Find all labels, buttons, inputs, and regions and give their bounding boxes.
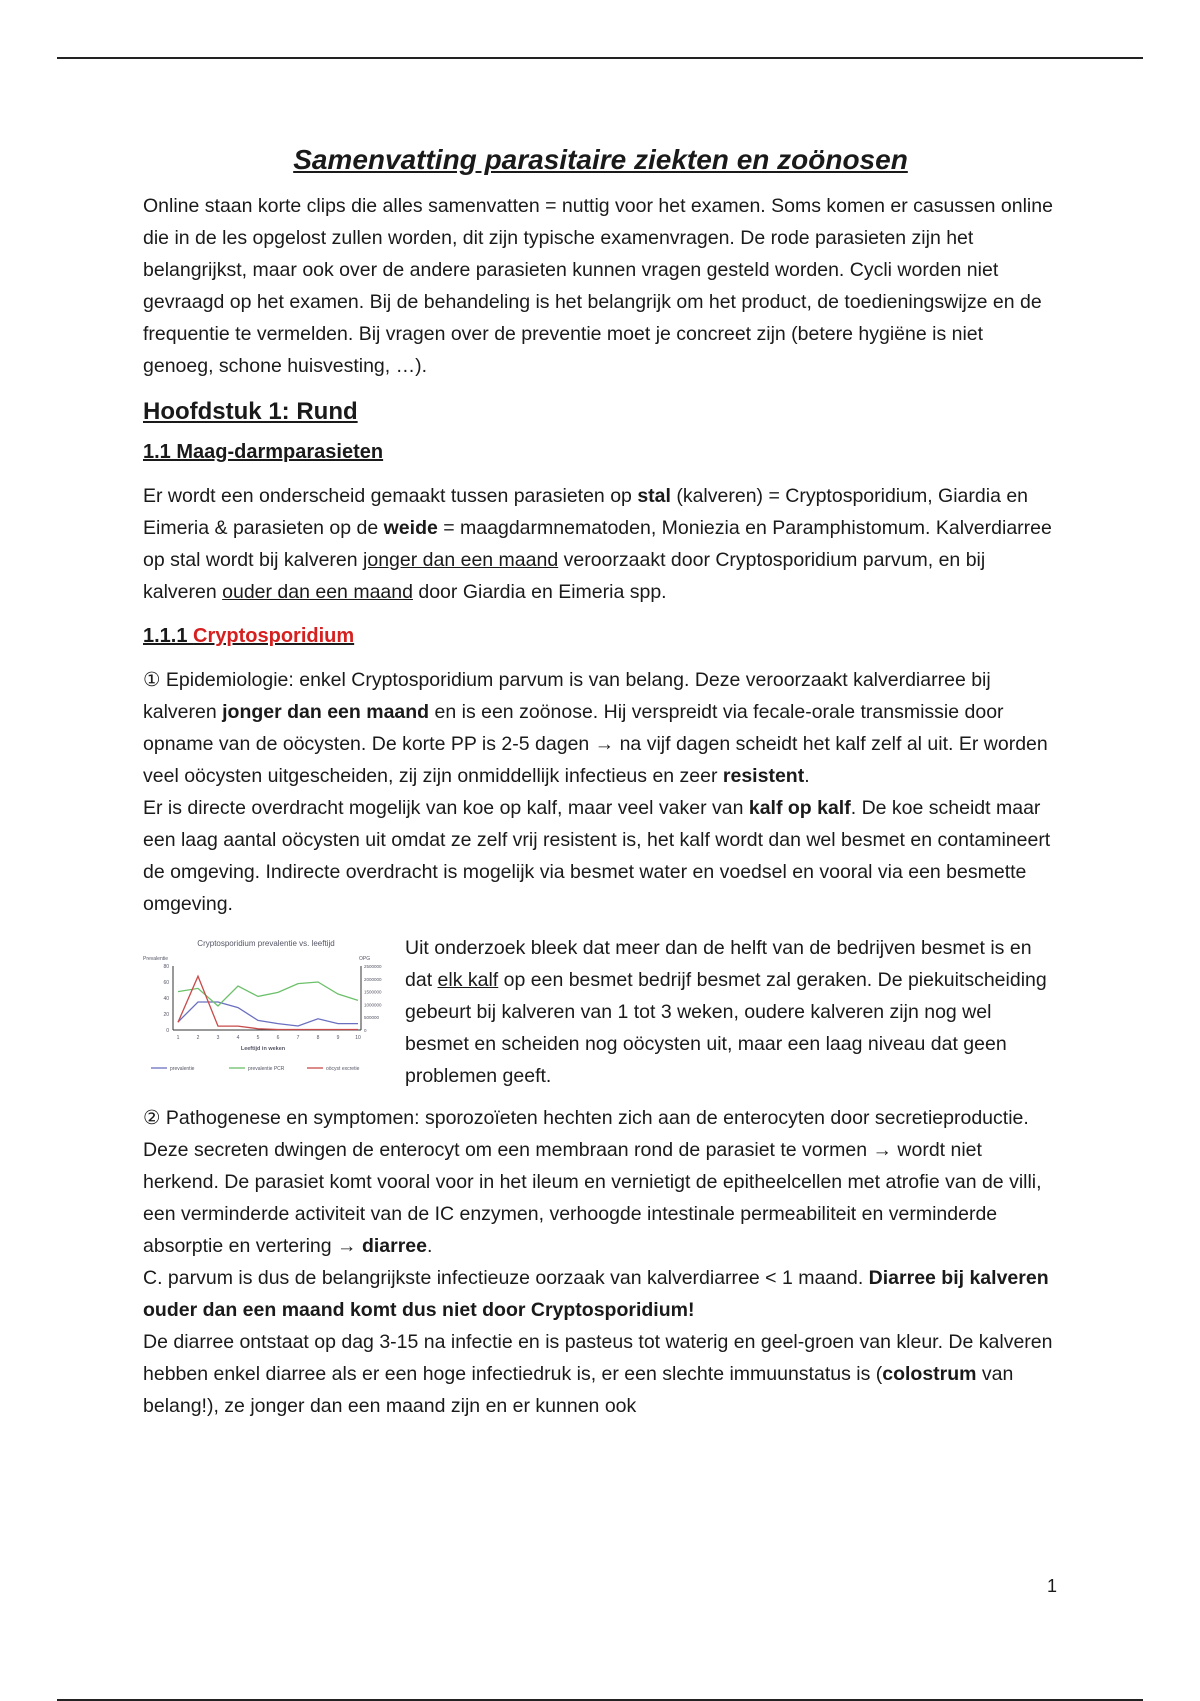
section-paragraph [143, 480, 1058, 608]
series-line-0 [178, 1002, 358, 1026]
x-tick-label: 3 [216, 1035, 220, 1041]
document-title: Samenvatting parasitaire ziekten en zoönosen [293, 144, 908, 175]
text-segment: ouder dan een maand [222, 581, 413, 603]
chart-title: Cryptosporidium prevalentie vs. leeftijd [197, 939, 335, 948]
text-segment: jonger dan een maand [222, 701, 430, 723]
text-segment: elk kalf [437, 969, 499, 991]
figure-row [143, 932, 1058, 1092]
text-segment: stal [637, 485, 671, 507]
y-tick-label: 40 [163, 996, 169, 1002]
prevalence-chart [141, 932, 391, 1082]
text-segment: (kalveren) = Cryptosporidium, Giardia en Eimeria & parasieten op de [143, 485, 1029, 539]
subsection-number: 1.1.1 [143, 625, 194, 647]
x-tick-label: 1 [176, 1035, 180, 1041]
x-tick-label: 4 [236, 1035, 240, 1041]
x-axis-label: Leeftijd in weken [240, 1046, 286, 1052]
text-segment: Uit onderzoek bleek dat meer dan de helft van de bedrijven besmet is en dat [405, 937, 1032, 991]
x-tick-label: 7 [296, 1035, 300, 1041]
text-segment: Er is directe overdracht mogelijk van koe op kalf, maar veel vaker van [143, 797, 749, 819]
y-tick-label: 60 [163, 980, 169, 986]
text-segment: op een besmet bedrijf besmet zal geraken. De piekuitscheiding gebeurt bij kalveren van 1 tot 3 weken, oudere kalveren zijn nog wel besmet en scheiden nog oöcysten uit, maar een laag niveau dat geen problemen geeft. [405, 969, 1047, 1087]
transfer-paragraph [143, 792, 1058, 920]
text-segment: ① Epidemiologie: enkel Cryptosporidium parvum is van belang. Deze veroorzaakt kalverdiarree bij kalveren [143, 669, 991, 723]
page-number: 1 [1046, 1576, 1057, 1596]
legend-label: prevalentie [170, 1066, 195, 1072]
y-axis-label: Prevalentie [143, 956, 169, 962]
y2-tick-label: 1000000 [364, 1002, 382, 1008]
pathogenesis-paragraph [143, 1102, 1058, 1262]
text-segment: . [804, 765, 810, 787]
text-segment: C. parvum is dus de belangrijkste infectieuze oorzaak van kalverdiarree < 1 maand. [143, 1267, 869, 1289]
x-tick-label: 9 [336, 1035, 340, 1041]
chapter-heading: Hoofdstuk 1: Rund [143, 398, 358, 425]
text-segment: en is een zoönose. Hij verspreidt via fecale-orale transmissie door opname van de oöcysten. De korte PP is 2-5 dagen → na vijf dagen scheidt het kalf zelf al uit. Er worden veel oöcysten uitgescheiden, zij zijn onmiddellijk infectieus en zeer [143, 701, 1048, 787]
text-segment: door Giardia en Eimeria spp. [412, 581, 667, 603]
y2-tick-label: 2000000 [364, 976, 382, 982]
y-tick-label: 80 [163, 964, 169, 970]
text-segment: . [427, 1235, 433, 1257]
subsection-name: Cryptosporidium [193, 625, 355, 647]
text-segment: veroorzaakt door Cryptosporidium parvum, en bij kalveren [143, 549, 986, 603]
y2-tick-label: 1500000 [364, 989, 382, 995]
diarrhea-paragraph [143, 1326, 1058, 1422]
text-segment: . De koe scheidt maar een laag aantal oöcysten uit omdat ze zelf vrij resistent is, het kalf wordt dan wel besmet en contamineert de omgeving. Indirecte overdracht is mogelijk via besmet water en voedsel en vooral via een besmette omgeving. [143, 797, 1051, 915]
text-segment: De diarree ontstaat op dag 3-15 na infectie en is pasteus tot waterig en geel-groen van kleur. De kalveren hebben enkel diarree als er een hoge infectiedruk is, er een slechte immuunstatus is ( [143, 1331, 1053, 1385]
header-rule [57, 57, 1143, 59]
text-segment: jonger dan een maand [363, 549, 559, 571]
text-segment: kalf op kalf [748, 797, 851, 819]
page-content [143, 140, 1058, 1422]
text-segment: Er wordt een onderscheid gemaakt tussen parasieten op [143, 485, 638, 507]
text-segment: Diarree bij kalveren ouder dan een maand komt dus niet door Cryptosporidium! [143, 1267, 1049, 1321]
text-segment: resistent [722, 765, 805, 787]
legend-label: oöcyst excretie [326, 1066, 360, 1072]
y2-tick-label: 2500000 [364, 964, 382, 969]
epidemiology-paragraph [143, 664, 1058, 792]
figure-paragraph [405, 932, 1058, 1092]
x-tick-label: 8 [316, 1035, 320, 1041]
subsection-heading [143, 620, 1058, 652]
x-tick-label: 5 [256, 1035, 260, 1041]
text-segment: weide [383, 517, 438, 539]
y-tick-label: 20 [163, 1012, 169, 1018]
text-segment: ② Pathogenese en symptomen: sporozoïeten hechten zich aan de enterocyten door secretieproductie. Deze secreten dwingen de enterocyt om een membraan rond de parasiet te vormen → wordt niet herkend. De parasiet komt vooral voor in het ileum en vernietigt de epitheelcellen met atrofie van de villi, een verminderde activiteit van de IC enzymen, verhoogde intestinale permeabiliteit en verminderde absorptie en vertering → [143, 1107, 1042, 1257]
legend-label: prevalentie PCR [248, 1066, 285, 1072]
x-tick-label: 10 [355, 1035, 361, 1041]
text-segment: van belang!), ze jonger dan een maand zijn en er kunnen ook [143, 1363, 1014, 1417]
y2-tick-label: 500000 [364, 1015, 380, 1021]
text-segment: Online staan korte clips die alles samenvatten = nuttig voor het examen. Soms komen er casussen online die in de les opgelost zullen worden, dit zijn typische examenvragen. De rode parasieten zijn het belangrijkst, maar ook over de andere parasieten kunnen vragen gesteld worden. Cycli worden niet gevraagd op het examen. Bij de behandeling is het belangrijk om het product, de toedieningswijze en de frequentie te vermelden. Bij vragen over de preventie moet je concreet zijn (betere hygiëne is niet genoeg, schone huisvesting, …). [143, 195, 1053, 377]
intro-paragraph [143, 190, 1058, 382]
x-tick-label: 2 [196, 1035, 200, 1041]
cparvum-paragraph [143, 1262, 1058, 1326]
y2-axis-label: OPG [359, 956, 371, 962]
text-segment: colostrum [882, 1363, 977, 1385]
y2-tick-label: 0 [364, 1028, 367, 1033]
text-segment: diarree [361, 1235, 427, 1257]
section-heading: 1.1 Maag-darmparasieten [143, 441, 384, 463]
text-segment: = maagdarmnematoden, Moniezia en Paramphistomum. Kalverdiarree op stal wordt bij kalveren [143, 517, 1052, 571]
y-tick-label: 0 [166, 1028, 169, 1034]
x-tick-label: 6 [276, 1035, 280, 1041]
